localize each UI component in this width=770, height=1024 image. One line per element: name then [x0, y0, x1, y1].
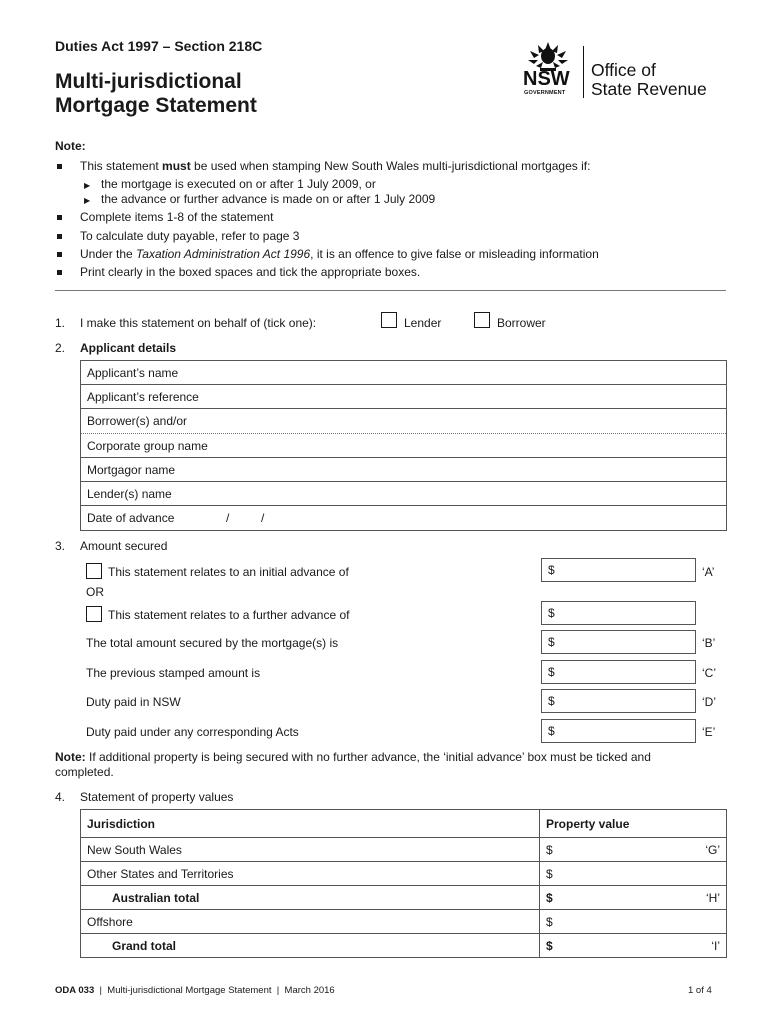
section-1-number: 1. [55, 316, 66, 330]
jurisdiction-cell: New South Wales [81, 838, 540, 862]
or-label: OR [86, 585, 104, 599]
title-line-2: Mortgage Statement [55, 94, 257, 117]
logo-government-text: GOVERNMENT [524, 90, 566, 96]
note-item-1: This statement must be used when stamping New South Wales multi-jurisdictional mortgages if: [80, 159, 591, 173]
section-4-title: Statement of property values [80, 790, 234, 804]
page-title [55, 70, 355, 118]
duty-other-input[interactable]: $ [541, 719, 696, 743]
logo-nsw-text: NSW [523, 68, 570, 90]
table-row [81, 934, 727, 958]
table-header-row [81, 810, 727, 838]
note-item-2: Complete items 1-8 of the statement [80, 210, 274, 224]
date-separator: / [261, 511, 265, 526]
date-separator: / [226, 511, 230, 526]
date-of-advance-label: Date of advance [87, 511, 175, 526]
further-advance-label: This statement relates to a further advance of [108, 608, 350, 622]
total-secured-input[interactable]: $ [541, 630, 696, 654]
further-advance-checkbox[interactable] [86, 606, 102, 622]
bullet-icon [57, 270, 62, 275]
nsw-osr-logo [520, 40, 730, 100]
note-item-5: Print clearly in the boxed spaces and tick the appropriate boxes. [80, 265, 421, 279]
bullet-icon [57, 234, 62, 239]
applicant-name-field[interactable]: Applicant’s name [81, 361, 726, 385]
section-2-number: 2. [55, 341, 66, 355]
previous-stamped-label: The previous stamped amount is [86, 666, 261, 680]
note-item-3: To calculate duty payable, refer to page 3 [80, 229, 300, 243]
code-e: ‘E’ [702, 725, 716, 739]
date-of-advance-field[interactable] [81, 506, 726, 530]
jurisdiction-cell: Other States and Territories [81, 862, 540, 886]
logo-office-name [591, 61, 736, 99]
title-line-1: Multi-jurisdictional [55, 70, 242, 93]
code-d: ‘D’ [702, 695, 716, 709]
section-1-text: I make this statement on behalf of (tick one): [80, 316, 317, 330]
property-value-input[interactable]: $ [540, 910, 727, 934]
section-3-number: 3. [55, 539, 66, 553]
corporate-group-field[interactable]: Corporate group name [81, 434, 726, 458]
note-sub-1: the mortgage is executed on or after 1 July 2009, or [101, 177, 376, 191]
table-row [81, 886, 727, 910]
section-4-number: 4. [55, 790, 66, 804]
page-footer: ODA 033 | Multi-jurisdictional Mortgage Statement | March 2016 [55, 985, 335, 996]
initial-advance-label: This statement relates to an initial advance of [108, 565, 349, 579]
act-reference: Duties Act 1997 – Section 218C [55, 38, 263, 54]
jurisdiction-header: Jurisdiction [81, 810, 540, 838]
arrow-icon: ▶ [84, 181, 91, 190]
bullet-icon [57, 164, 62, 169]
duty-nsw-input[interactable]: $ [541, 689, 696, 713]
previous-stamped-input[interactable]: $ [541, 660, 696, 684]
borrower-label: Borrower [497, 316, 546, 330]
note-sub-2: the advance or further advance is made on or after 1 July 2009 [101, 192, 436, 206]
jurisdiction-cell: Australian total [81, 886, 540, 910]
applicant-reference-field[interactable]: Applicant’s reference [81, 385, 726, 409]
page-number: 1 of 4 [688, 985, 712, 996]
borrower-checkbox[interactable] [474, 312, 490, 328]
further-advance-input[interactable]: $ [541, 601, 696, 625]
section-3-title: Amount secured [80, 539, 168, 553]
lender-checkbox[interactable] [381, 312, 397, 328]
jurisdiction-cell: Offshore [81, 910, 540, 934]
section-3-note: Note: If additional property is being secured with no further advance, the ‘initial advance’ box must be ticked and completed. [55, 750, 651, 779]
property-value-header: Property value [540, 810, 727, 838]
logo-line-2: State Revenue [591, 79, 707, 99]
initial-advance-input[interactable]: $ [541, 558, 696, 582]
property-values-table [80, 809, 727, 958]
lender-name-field[interactable]: Lender(s) name [81, 482, 726, 506]
borrower-field[interactable]: Borrower(s) and/or [81, 409, 726, 433]
bullet-icon [57, 215, 62, 220]
duty-other-label: Duty paid under any corresponding Acts [86, 725, 299, 739]
property-value-input[interactable]: $ ‘H’ [540, 886, 727, 910]
section-2-title: Applicant details [80, 341, 177, 355]
property-value-input[interactable]: $ ‘G’ [540, 838, 727, 862]
table-row [81, 838, 727, 862]
duty-nsw-label: Duty paid in NSW [86, 695, 181, 709]
code-b: ‘B’ [702, 636, 716, 650]
table-row [81, 910, 727, 934]
table-row [81, 862, 727, 886]
note-heading: Note: [55, 139, 86, 153]
code-a: ‘A’ [702, 565, 715, 579]
arrow-icon: ▶ [84, 196, 91, 205]
bullet-icon [57, 252, 62, 257]
initial-advance-checkbox[interactable] [86, 563, 102, 579]
mortgagor-name-field[interactable]: Mortgagor name [81, 458, 726, 482]
lender-label: Lender [404, 316, 442, 330]
applicant-details-table [80, 360, 727, 531]
note-item-4: Under the Taxation Administration Act 1996, it is an offence to give false or misleading information [80, 247, 599, 261]
property-value-input[interactable]: $ ‘I’ [540, 934, 727, 958]
jurisdiction-cell: Grand total [81, 934, 540, 958]
property-value-input[interactable]: $ [540, 862, 727, 886]
code-c: ‘C’ [702, 666, 716, 680]
logo-line-1: Office of [591, 60, 656, 80]
total-secured-label: The total amount secured by the mortgage(s) is [86, 636, 339, 650]
divider [55, 290, 726, 291]
logo-divider [583, 46, 584, 98]
